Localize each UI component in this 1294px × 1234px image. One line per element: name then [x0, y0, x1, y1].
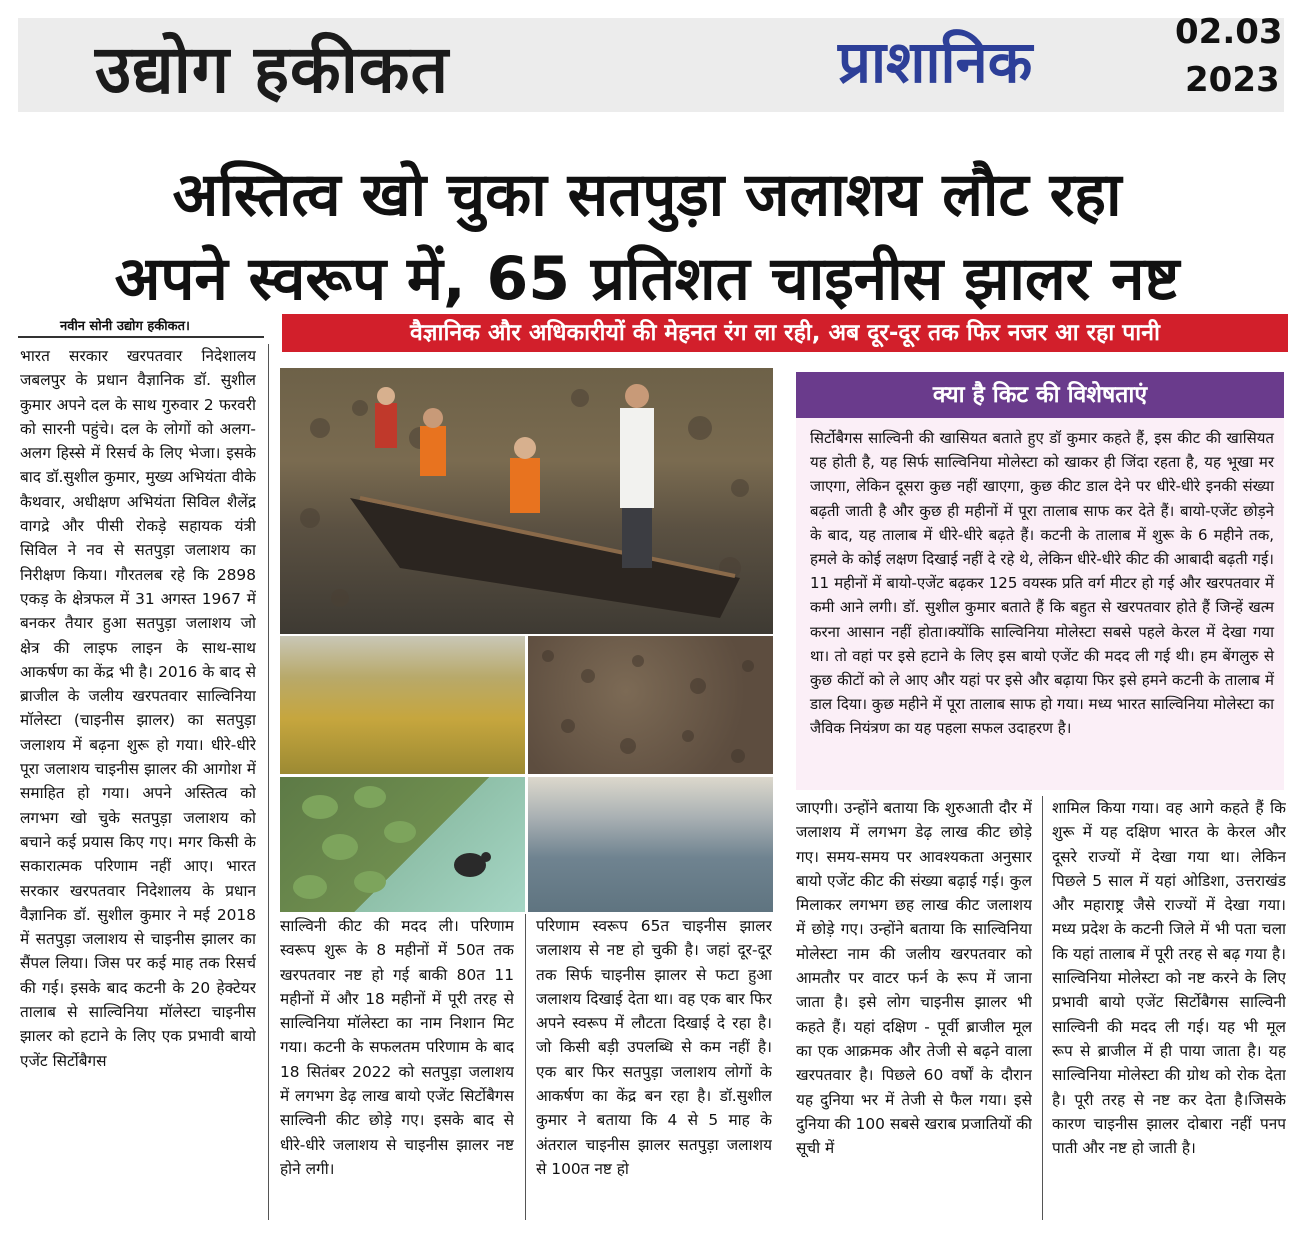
paper-name: उद्योग हकीकत	[95, 31, 450, 108]
article-column-5: शामिल किया गया। वह आगे कहते हैं कि शुरू में यह दक्षिण भारत के केरल और दूसरे राज्यों में देखा गया था। लेकिन पिछले 5 साल में यहां ओडिशा, उत्तराखंड और महाराष्ट्र जैसे राज्यों में देखा गया। मध्य प्रदेश के कटनी जिले में भी पता चला कि यहां तालाब में पूरी तरह से बढ़ गया है। साल्विनिया मोलेस्टा को नष्ट करने के लिए प्रभावी बायो एजेंट सिर्टोबैगस साल्विनी साल्विनी की मदद ली गई। यह भी मूल रूप से ब्राजील में ही पाया जाता है। यह साल्विनिया मोलेस्टा की ग्रोथ को रोक देता है। पूरी तरह से नष्ट कर देता है।जिसके कारण चाइनीस झालर दोबारा नहीं पनप पाती और नष्ट हो जाती है।	[1052, 799, 1286, 1158]
sidebar-title: क्या है किट की विशेषताएं	[796, 372, 1284, 418]
section-name: प्राशानिक	[838, 28, 1033, 96]
byline: नवीन सोनी उद्योग हकीकत।	[60, 319, 190, 334]
article-column-3: परिणाम स्वरूप 65त चाइनीस झालर जलाशय से नष्ट हो चुकी है। जहां दूर-दूर तक सिर्फ चाइनीस झालर से फटा हुआ जलाशय दिखाई देता था। वह एक बार फिर अपने स्वरूप में लौटता दिखाई दे रहा है। जो किसी बड़ी उपलब्धि से कम नहीं है। एक बार फिर सतपुड़ा जलाशय लोगों के आकर्षण का केंद्र बन रहा है। डॉ.सुशील कुमार ने बताया कि 4 से 5 माह के अंतराल चाइनीस झालर सतपुड़ा जलाशय से 100त नष्ट हो	[536, 917, 772, 1178]
photo-weed-closeup	[528, 636, 773, 774]
boat-illustration	[280, 368, 773, 634]
subheadline: वैज्ञानिक और अधिकारीयों की मेहनत रंग ला रही, अब दूर-दूर तक फिर नजर आ रहा पानी	[282, 314, 1288, 352]
headline-line-1: अस्तित्व खो चुका सतपुड़ा जलाशय लौट रहा	[172, 160, 1122, 230]
photo-boat-inspection	[280, 368, 773, 634]
column-divider	[268, 344, 269, 1220]
beetle-illustration	[280, 777, 525, 912]
headline-line-2: अपने स्वरूप में, 65 प्रतिशत चाइनीस झालर नष्ट	[114, 244, 1180, 314]
photo-weed-field	[280, 636, 525, 774]
weed-texture	[528, 636, 773, 774]
article-column-2: साल्विनी कीट की मदद ली। परिणाम स्वरूप शुरू के 8 महीनों में 50त तक खरपतवार नष्ट हो गई बाकी 80त 11 महीनों में और 18 महीनों में पूरी तरह से साल्विनिया मॉलेस्टा का नाम निशान मिट गया। कटनी के सफलतम परिणाम के बाद 18 सितंबर 2022 को सतपुड़ा जलाशय में लगभग डेढ़ लाख बायो एजेंट सिर्टोबैगस साल्विनी कीट छोड़े गए। इसके बाद से धीरे-धीरे जलाशय से चाइनीस झालर नष्ट होने लगी।	[280, 917, 514, 1178]
byline-rule	[18, 336, 264, 338]
date-day: 02.03	[1175, 12, 1283, 52]
article-column-4: जाएगी। उन्होंने बताया कि शुरुआती दौर में जलाशय में लगभग डेढ़ लाख कीट छोड़े गए। समय-समय पर आवश्यकता अनुसार बायो एजेंट कीट की संख्या बढ़ाई गई। कुल मिलाकर लगभग छह लाख कीट जलाशय में छोड़े गए। उन्होंने बताया कि साल्विनिया मोलेस्टा नाम की जलीय खरपतवार को आमतौर पर वाटर फर्न के रूप में जाना जाता है। इसे लोग चाइनीस झालर भी कहते हैं। यहां दक्षिण - पूर्वी ब्राजील मूल का एक आक्रमक और तेजी से बढ़ने वाला खरपतवार है। पिछले 60 वर्षों के दौरान यह दुनिया भर में तेजी से फैल गया। इसे दुनिया की 100 सबसे खराब प्रजातियों की सूची में	[796, 799, 1032, 1158]
photo-beetle-on-leaves	[280, 777, 525, 912]
date-year: 2023	[1185, 60, 1280, 100]
sidebar-text: सिर्टोबैगस साल्विनी की खासियत बताते हुए डॉ कुमार कहते हैं, इस कीट की खासियत यह होती है, यह सिर्फ साल्विनिया मोलेस्टा को खाकर ही जिंदा रहता है, यह भूखा मर जाएगा, लेकिन दूसरा कुछ नहीं खाएगा, कुछ कीट डाल देने पर धीरे-धीरे इनकी संख्या बढ़ती जाती है और कुछ ही महीनों में पूरा तालाब साफ कर देते हैं। बायो-एजेंट छोड़ने के बाद, यह तालाब में धीरे-धीरे बढ़ते हैं। कटनी के तालाब में शुरू के 6 महीने तक, हमले के कोई लक्षण दिखाई नहीं दे रहे थे, लेकिन धीरे-धीरे कीट की आबादी बढ़ती गई। 11 महीनों में बायो-एजेंट बढ़कर 125 वयस्क प्रति वर्ग मीटर हो गई और खरपतवार में कमी आने लगी। डॉ. सुशील कुमार बताते हैं कि बहुत से खरपतवार होते हैं जिन्हें खत्म करना आसान नहीं होता।क्योंकि साल्विनिया मोलेस्टा सबसे पहले केरल में देखा गया था। तो वहां पर इसे हटाने के लिए इस बायो एजेंट की मदद ली गई थी। हम बेंगलुरु से कुछ कीटों को ले आए और यहां पर इसे और बढ़ाया फिर इसे हमने कटनी के तालाब में डाल दिया। कुछ महीने में पूरा तालाब साफ हो गया। मध्य भारत साल्विनिया मोलेस्टा का जैविक नियंत्रण का यह पहला सफल उदाहरण है।	[810, 429, 1274, 738]
column-divider	[525, 914, 526, 1220]
column-divider	[1042, 796, 1043, 1220]
photo-clear-water	[528, 777, 773, 912]
photo-collage	[280, 368, 773, 912]
article-column-1: भारत सरकार खरपतवार निदेशालय जबलपुर के प्रधान वैज्ञानिक डॉ. सुशील कुमार अपने दल के साथ गुरुवार 2 फरवरी को सारनी पहुंचे। दल के लोगों को अलग-अलग हिस्से में रिसर्च के लिए भेजा। इसके बाद डॉ.सुशील कुमार, मुख्य अभियंता वीके कैथवार, अधीक्षण अभियंता सिविल शैलेंद्र वागद्रे और पीसी रोकड़े सहायक यंत्री सिविल ने नव से सतपुड़ा जलाशय का निरीक्षण किया। गौरतलब रहे कि 2898 एकड़ के क्षेत्रफल में 31 अगस्त 1967 में बनकर तैयार हुआ सतपुड़ा जलाशय जो क्षेत्र की लाइफ लाइन के साथ-साथ आकर्षण का केंद्र भी है। 2016 के बाद से ब्राजील के जलीय खरपतवार साल्विनिया मॉलेस्टा (चाइनीस झालर) का सतपुड़ा जलाशय में बढ़ना शुरू हो गया। धीरे-धीरे पूरा जलाशय चाइनीस झालर की आगोश में समाहित हो गया। अपने अस्तित्व को लगभग खो चुके सतपुड़ा जलाशय को बचाने कई प्रयास किए गए। मगर किसी के सकारात्मक परिणाम नहीं आए। भारत सरकार खरपतवार निदेशालय के प्रधान वैज्ञानिक डॉ. सुशील कुमार ने मई 2018 में सतपुड़ा जलाशय से चाइनीस झालर का सैंपल लिया। जिस पर कई माह तक रिसर्च की गई। इसके बाद कटनी के 20 हेक्टेयर तालाब से साल्विनिया मॉलेस्टा चाइनीस झालर को हटाने के लिए एक प्रभावी बायो एजेंट सिर्टोबैगस	[20, 347, 256, 1070]
